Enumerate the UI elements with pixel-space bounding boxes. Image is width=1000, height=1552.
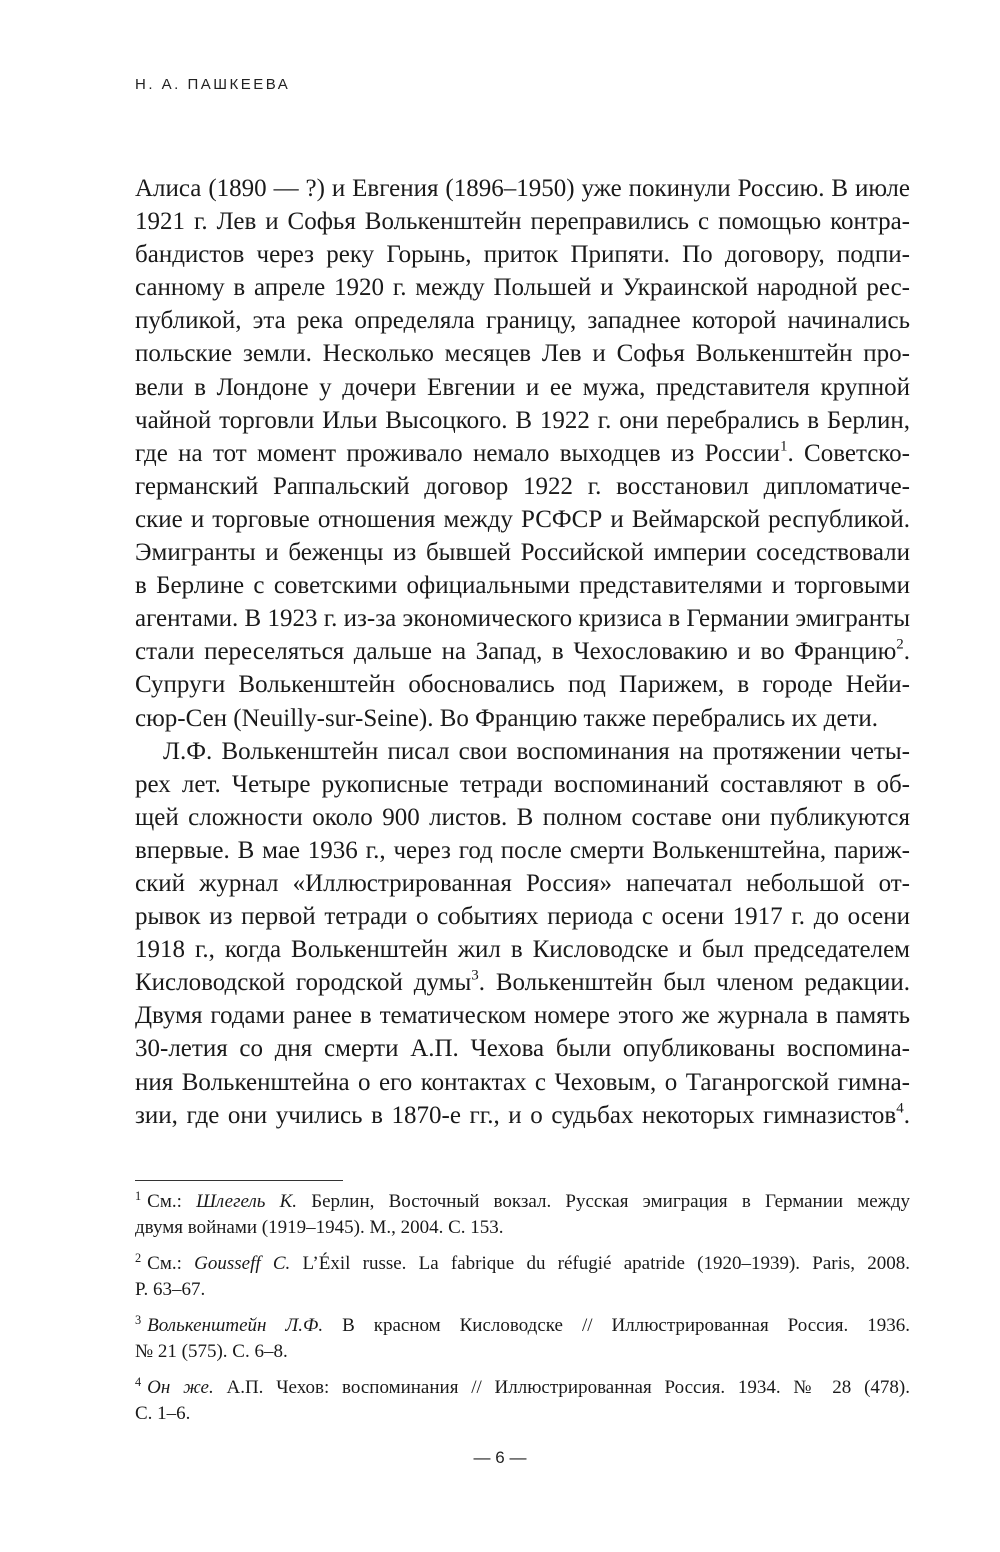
text-line: санному в апреле 1920 г. между Польшей и Украинской народной рес-	[135, 274, 910, 302]
footnote-line	[135, 1313, 910, 1339]
footnote-line	[135, 1375, 910, 1401]
text-line: Двумя годами ранее в тематическом номере этого же журнала в память	[135, 1002, 910, 1030]
text-line: ский журнал «Иллюстрированная Россия» напечатал небольшой от-	[135, 869, 910, 897]
text-line	[135, 635, 910, 668]
footnote-4	[135, 1375, 910, 1427]
text-segment: .	[903, 1101, 910, 1129]
body-text	[135, 172, 910, 1132]
text-line: в Берлине с советскими официальными представителями и торговыми	[135, 572, 910, 600]
footnote-1	[135, 1189, 910, 1241]
text-line: Алиса (1890 — ?) и Евгения (1896–1950) уже покинули Россию. В июле	[135, 175, 910, 202]
text-segment: Кисловодской городской думы	[135, 969, 472, 997]
text-segment: .	[903, 638, 910, 666]
footnote-line: С. 1–6.	[135, 1403, 191, 1424]
running-head: Н. А. ПАШКЕЕВА	[135, 76, 291, 93]
text-line: агентами. В 1923 г. из-за экономического кризиса в Германии эмигранты	[135, 605, 910, 633]
text-line: 1921 г. Лев и Софья Волькенштейн переправились с помощью контра-	[135, 208, 910, 236]
footnote-number: 3	[135, 1313, 142, 1328]
footnote-number: 2	[135, 1251, 142, 1266]
text-line	[135, 1099, 910, 1132]
text-segment: . Советско-	[787, 439, 910, 467]
text-line: ские и торговые отношения между РСФСР и Веймарской республикой.	[135, 505, 910, 533]
footnotes	[135, 1189, 910, 1437]
text-line: Л.Ф. Волькенштейн писал свои воспоминания на протяжении четы-	[163, 737, 910, 765]
text-line: бандистов через реку Горынь, приток Припяти. По договору, подпи-	[135, 241, 910, 269]
text-line: рех лет. Четыре рукописные тетради воспоминаний составляют в об-	[135, 770, 910, 798]
footnote-text: А.П. Чехов: воспоминания // Иллюстрированная Россия. 1934. № 28 (478).	[213, 1377, 910, 1398]
page-number: — 6 —	[473, 1448, 527, 1467]
footnote-ref[interactable]: 4	[896, 1100, 904, 1117]
footnote-author: Шлегель К.	[196, 1191, 297, 1212]
text-line: вели в Лондоне у дочери Евгении и ее мужа, представителя крупной	[135, 373, 910, 401]
text-line	[135, 966, 910, 999]
footnote-author: Он же.	[147, 1377, 214, 1398]
footnote-number: 1	[135, 1189, 142, 1204]
footnote-prefix: См.:	[147, 1253, 195, 1274]
text-segment: где на тот момент проживало немало выходцев из России	[135, 439, 780, 467]
footnote-line: двумя войнами (1919–1945). М., 2004. С. 153.	[135, 1217, 504, 1238]
footnote-ref[interactable]: 1	[779, 438, 788, 455]
footnote-author: Волькенштейн Л.Ф.	[147, 1315, 324, 1336]
footnote-text: В красном Кисловодске // Иллюстрированная Россия. 1936.	[323, 1315, 910, 1336]
text-line: рывок из первой тетради о событиях периода с осени 1917 г. до осени	[135, 903, 910, 931]
footnote-line	[135, 1189, 910, 1215]
text-line: публикой, эта река определяла границу, западнее которой начинались	[135, 307, 910, 335]
text-line: 1918 г., когда Волькенштейн жил в Кисловодске и был председателем	[135, 936, 910, 964]
text-line: сюр-Сен (Neuilly-sur-Seine). Во Францию также перебрались их дети.	[135, 704, 878, 732]
text-line: ния Волькенштейна о его контактах с Чеховым, о Таганрогской гимна-	[135, 1068, 910, 1096]
footnote-line: P. 63–67.	[135, 1279, 206, 1300]
footnote-text: L’Éxil russe. La fabrique du réfugié apatride (1920–1939). Paris, 2008.	[290, 1253, 910, 1274]
footnote-number: 4	[135, 1375, 142, 1390]
text-line: щей сложности около 900 листов. В полном составе они публикуются	[135, 803, 910, 831]
text-line: 30-летия со дня смерти А.П. Чехова были опубликованы воспомина-	[135, 1035, 910, 1063]
footnote-divider	[135, 1180, 343, 1181]
text-segment: . Волькенштейн был членом редакции.	[478, 969, 910, 997]
footnote-line: № 21 (575). С. 6–8.	[135, 1341, 288, 1362]
paragraph-2	[135, 735, 910, 1132]
text-line	[135, 437, 910, 470]
text-line: чайной торговли Ильи Высоцкого. В 1922 г. они перебрались в Берлин,	[135, 406, 910, 434]
footnote-author: Gousseff C.	[194, 1253, 291, 1274]
footnote-line	[135, 1251, 910, 1277]
paragraph-1	[135, 172, 910, 735]
text-line: Эмигранты и беженцы из бывшей Российской империи соседствовали	[135, 539, 910, 567]
footnote-prefix: См.:	[147, 1191, 197, 1212]
footnote-text: Берлин, Восточный вокзал. Русская эмиграция в Германии между	[297, 1191, 910, 1212]
footnote-2	[135, 1251, 910, 1303]
text-segment: зии, где они учились в 1870-е гг., и о судьбах некоторых гимназистов	[135, 1101, 897, 1129]
text-segment: стали переселяться дальше на Запад, в Чехословакию и во Францию	[135, 638, 897, 666]
footnote-3	[135, 1313, 910, 1365]
text-line: польские земли. Несколько месяцев Лев и Софья Волькенштейн про-	[135, 340, 910, 368]
text-line: Супруги Волькенштейн обосновались под Парижем, в городе Нейи-	[135, 671, 910, 699]
footnote-ref[interactable]: 2	[896, 636, 904, 653]
footnote-ref[interactable]: 3	[471, 967, 479, 984]
text-line: впервые. В мае 1936 г., через год после смерти Волькенштейна, париж-	[135, 836, 910, 864]
text-line: германский Раппальский договор 1922 г. восстановил дипломатиче-	[135, 472, 910, 500]
